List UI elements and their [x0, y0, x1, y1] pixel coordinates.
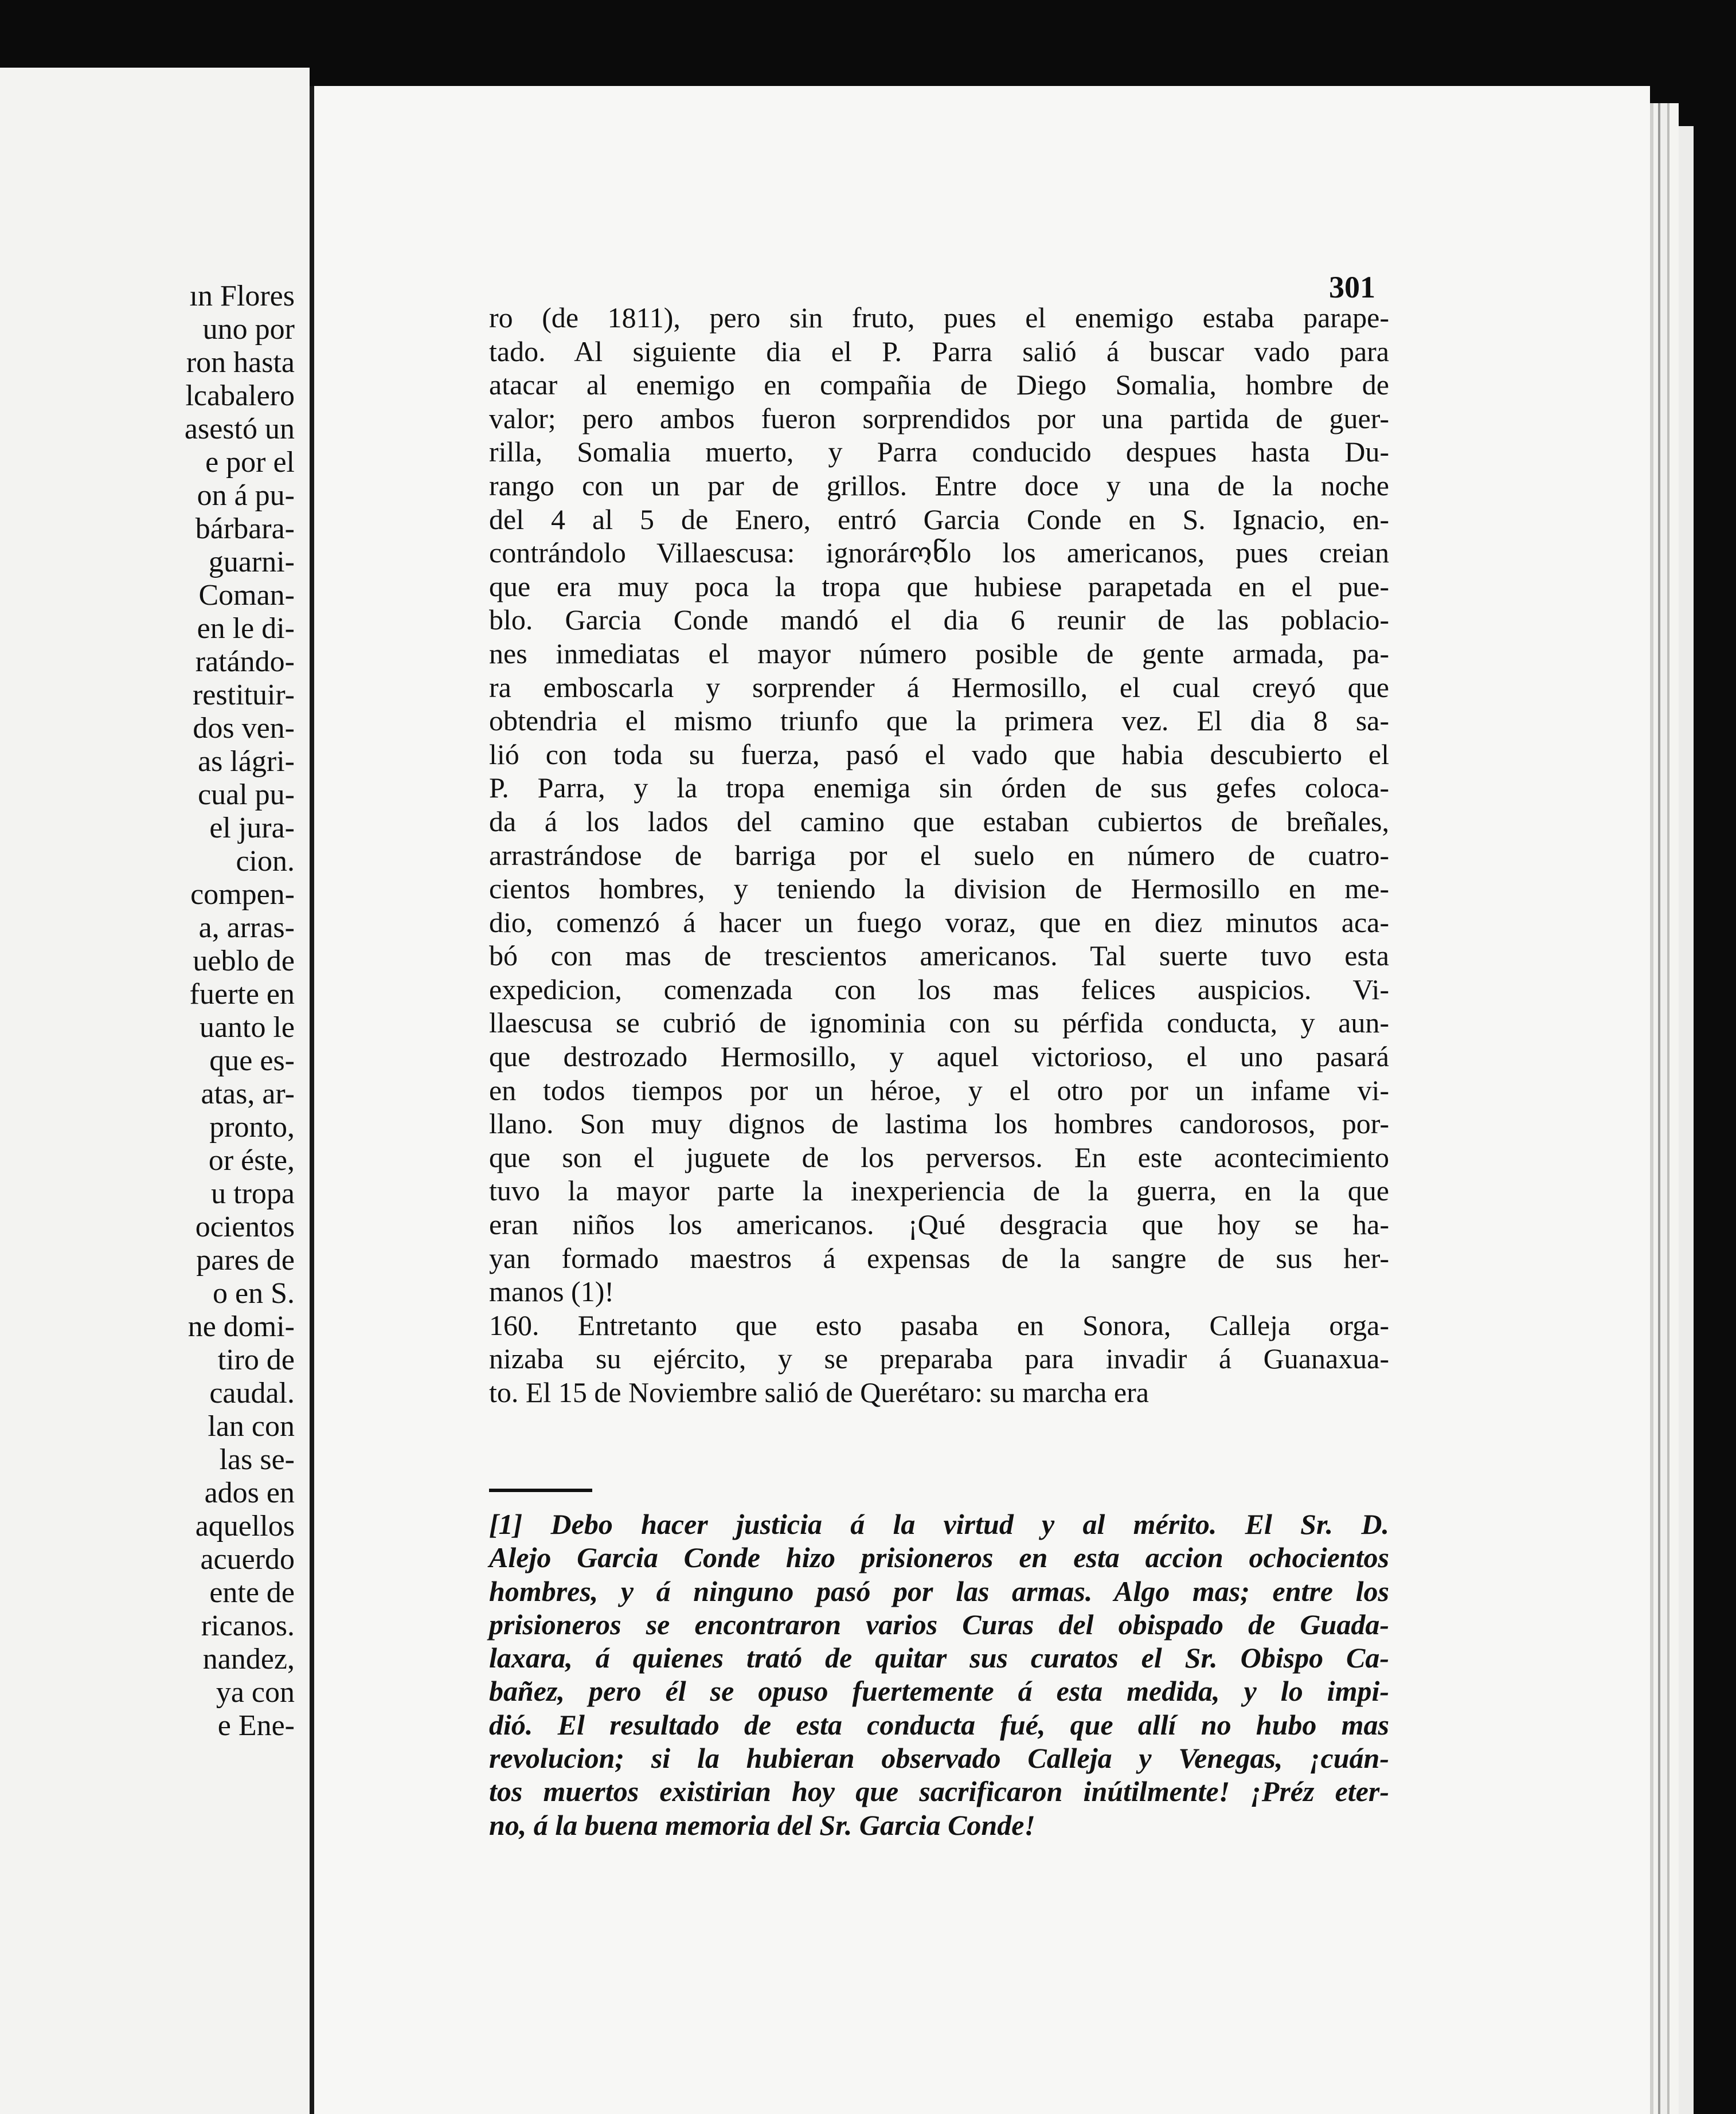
body-line: tado. Al siguiente dia el P. Parra salió á buscar vado para: [489, 335, 1389, 367]
left-page-line: fuerte en: [189, 978, 295, 1011]
left-page: [0, 68, 310, 2114]
body-line: da á los lados del camino que estaban cubiertos de breñales,: [489, 805, 1389, 837]
left-page-line: acuerdo: [200, 1543, 295, 1576]
footnote: [489, 1508, 1389, 1842]
left-page-line: atas, ar-: [201, 1078, 295, 1110]
body-line: rilla, Somalia muerto, y Parra conducido despues hasta Du-: [489, 436, 1389, 468]
left-page-line: ya con: [216, 1676, 295, 1709]
body-line: nes inmediatas el mayor número posible de gente armada, pa-: [489, 637, 1389, 670]
footnote-line: revolucion; si la hubieran observado Calleja y Venegas, ¡cuán-: [489, 1742, 1389, 1775]
footnote-line: tos muertos existirian hoy que sacrificaron inútilmente! ¡Préz eter-: [489, 1775, 1389, 1808]
left-page-line: caudal.: [209, 1377, 295, 1410]
footnote-separator-rule: [489, 1489, 592, 1492]
body-line: en todos tiempos por un héroe, y el otro por un infame vi-: [489, 1074, 1389, 1106]
body-line: cientos hombres, y teniendo la division de Hermosillo en me-: [489, 872, 1389, 905]
footnote-line: Alejo Garcia Conde hizo prisioneros en esta accion ochocientos: [489, 1541, 1389, 1574]
page-edge-stack-outer: [1679, 126, 1694, 2114]
left-page-line: uanto le: [199, 1011, 295, 1044]
footnote-line: hombres, y á ninguno pasó por las armas. Algo mas; entre los: [489, 1575, 1389, 1607]
left-page-line: ın Flores: [189, 280, 295, 312]
body-line: valor; pero ambos fueron sorprendidos por una partida de guer-: [489, 402, 1389, 434]
left-page-line: uno por: [202, 313, 295, 346]
body-line: contrándolo Villaescusa: ignorárონlo los americanos, pues creian: [489, 537, 1389, 569]
page-number: 301: [1329, 270, 1375, 304]
body-line: arrastrándose de barriga por el suelo en número de cuatro-: [489, 839, 1389, 871]
body-line: ro (de 1811), pero sin fruto, pues el enemigo estaba parape-: [489, 302, 1389, 334]
body-line: que era muy poca la tropa que hubiese parapetada en el pue-: [489, 570, 1389, 602]
left-page-line: dos ven-: [193, 712, 295, 745]
left-page-text-fragments: [19, 280, 295, 1743]
body-line: expedicion, comenzada con los mas felices auspicios. Vi-: [489, 973, 1389, 1005]
footnote-line: no, á la buena memoria del Sr. Garcia Conde!: [489, 1808, 1035, 1841]
body-line: to. El 15 de Noviembre salió de Querétaro: su marcha era: [489, 1376, 1149, 1408]
body-line: 160. Entretanto que esto pasaba en Sonora, Calleja orga-: [489, 1309, 1389, 1341]
footnote-line: dió. El resultado de esta conducta fué, que allí no hubo mas: [489, 1708, 1389, 1741]
body-line: atacar al enemigo en compañia de Diego Somalia, hombre de: [489, 369, 1389, 401]
left-page-line: e Ene-: [217, 1709, 295, 1742]
left-page-line: Coman-: [198, 579, 295, 612]
body-line: obtendria el mismo triunfo que la primera vez. El dia 8 sa-: [489, 704, 1389, 737]
body-text: [489, 301, 1389, 1410]
body-line: que son el juguete de los perversos. En este acontecimiento: [489, 1141, 1389, 1173]
body-line: P. Parra, y la tropa enemiga sin órden de sus gefes coloca-: [489, 772, 1389, 804]
body-line: llano. Son muy dignos de lastima los hombres candorosos, por-: [489, 1107, 1389, 1140]
footnote-line: [1] Debo hacer justicia á la virtud y al mérito. El Sr. D.: [489, 1508, 1389, 1540]
left-page-line: as lágri-: [198, 745, 295, 778]
footnote-line: prisioneros se encontraron varios Curas del obispado de Guada-: [489, 1608, 1389, 1641]
right-page: [314, 86, 1650, 2114]
left-page-line: compen-: [190, 878, 295, 911]
page-edge-stack: [1650, 103, 1679, 2114]
body-line: tuvo la mayor parte la inexperiencia de la guerra, en la que: [489, 1175, 1389, 1207]
body-line: dio, comenzó á hacer un fuego voraz, que en diez minutos aca-: [489, 906, 1389, 938]
footnote-line: bañez, pero él se opuso fuertemente á esta medida, y lo impi-: [489, 1675, 1389, 1708]
left-page-line: ron hasta: [186, 346, 295, 379]
body-line: bó con mas de trescientos americanos. Tal suerte tuvo esta: [489, 939, 1389, 972]
body-line: ra emboscarla y sorprender á Hermosillo, el cual creyó que: [489, 671, 1389, 703]
left-page-line: tiro de: [217, 1344, 295, 1376]
left-page-line: restituir-: [192, 679, 295, 711]
left-page-line: cual pu-: [198, 778, 295, 811]
body-line: llaescusa se cubrió de ignominia con su pérfida conducta, y aun-: [489, 1007, 1389, 1039]
left-page-line: asestó un: [184, 413, 295, 445]
body-line: blo. Garcia Conde mandó el dia 6 reunir de las poblacio-: [489, 604, 1389, 636]
book-gutter: [310, 86, 314, 2114]
left-page-line: el jura-: [209, 812, 295, 844]
left-page-line: ratándo-: [195, 645, 295, 678]
body-line: yan formado maestros á expensas de la sangre de sus her-: [489, 1242, 1389, 1274]
footnote-line: laxara, á quienes trató de quitar sus curatos el Sr. Obispo Ca-: [489, 1642, 1389, 1674]
body-line: rango con un par de grillos. Entre doce y una de la noche: [489, 469, 1389, 502]
left-page-line: ne domi-: [187, 1310, 295, 1343]
left-page-line: bárbara-: [195, 512, 295, 545]
left-page-line: pronto,: [209, 1111, 295, 1144]
body-line: del 4 al 5 de Enero, entró Garcia Conde en S. Ignacio, en-: [489, 503, 1389, 535]
left-page-line: on á pu-: [197, 479, 295, 512]
left-page-line: guarni-: [208, 546, 295, 578]
left-page-line: or éste,: [208, 1144, 295, 1177]
left-page-line: ente de: [209, 1576, 295, 1609]
left-page-line: u tropa: [211, 1177, 295, 1210]
left-page-line: ricanos.: [201, 1610, 295, 1642]
left-page-line: e por el: [205, 446, 295, 479]
body-line: manos (1)!: [489, 1275, 614, 1308]
left-page-line: aquellos: [195, 1510, 295, 1543]
left-page-line: a, arras-: [198, 911, 295, 944]
left-page-line: ueblo de: [193, 945, 295, 977]
left-page-line: ados en: [204, 1477, 295, 1509]
left-page-line: cion.: [236, 845, 295, 878]
left-page-line: nandez,: [202, 1643, 295, 1675]
left-page-line: ocientos: [195, 1211, 295, 1243]
body-line: lió con toda su fuerza, pasó el vado que habia descubierto el: [489, 738, 1389, 770]
left-page-line: o en S.: [213, 1277, 295, 1310]
left-page-line: en le di-: [197, 612, 295, 645]
body-line: que destrozado Hermosillo, y aquel victorioso, el uno pasará: [489, 1040, 1389, 1073]
left-page-line: lcabalero: [185, 379, 295, 412]
left-page-line: pares de: [196, 1244, 295, 1277]
left-page-line: que es-: [209, 1044, 295, 1077]
left-page-line: las se-: [219, 1443, 295, 1476]
body-line: eran niños los americanos. ¡Qué desgracia que hoy se ha-: [489, 1208, 1389, 1241]
body-line: nizaba su ejército, y se preparaba para invadir á Guanaxua-: [489, 1342, 1389, 1375]
left-page-line: lan con: [208, 1410, 295, 1443]
